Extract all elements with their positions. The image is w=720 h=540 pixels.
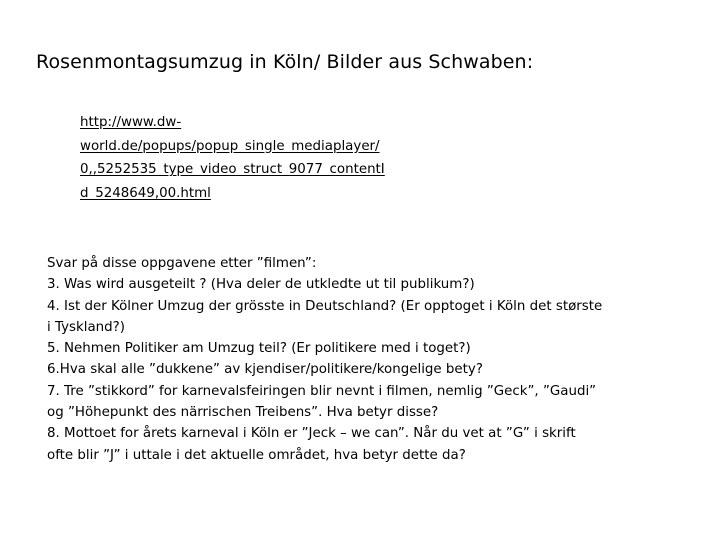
task-3: 3. Was wird ausgeteilt ? (Hva deler de utkledte ut til publikum?) — [47, 277, 475, 293]
task-7-continued: og ”Höhepunkt des närrischen Treibens”. Hva betyr disse? — [47, 405, 439, 421]
task-intro: Svar på disse oppgavene etter ”filmen”: — [47, 256, 317, 271]
task-8-continued: ofte blir ”J” i uttale i det aktuelle området, hva betyr dette da? — [47, 447, 466, 463]
task-list — [47, 253, 667, 466]
task-4: 4. Ist der Kölner Umzug der grösste in Deutschland? (Er opptoget i Köln det største — [47, 298, 603, 314]
task-6: 6.Hva skal alle ”dukkene” av kjendiser/politikere/kongelige bety? — [47, 362, 483, 378]
task-4-continued: i Tyskland?) — [47, 319, 125, 335]
video-link[interactable] — [80, 111, 430, 205]
slide-title: Rosenmontagsumzug in Köln/ Bilder aus Schwaben: — [36, 51, 534, 73]
video-link-line-3[interactable]: 0,,5252535_type_video_struct_9077_contentI — [80, 162, 385, 177]
video-link-line-1[interactable]: http://www.dw- — [80, 115, 182, 130]
video-link-line-2[interactable]: world.de/popups/popup_single_mediaplayer/ — [80, 138, 380, 154]
task-7: 7. Tre ”stikkord” for karnevalsfeiringen blir nevnt i filmen, nemlig ”Geck”, ”Gaudi” — [47, 383, 597, 399]
task-8: 8. Mottoet for årets karneval i Köln er ”Jeck – we can”. Når du vet at ”G” i skrift — [47, 426, 576, 442]
task-5: 5. Nehmen Politiker am Umzug teil? (Er politikere med i toget?) — [47, 341, 471, 357]
video-link-line-4[interactable]: d_5248649,00.html — [80, 185, 211, 201]
